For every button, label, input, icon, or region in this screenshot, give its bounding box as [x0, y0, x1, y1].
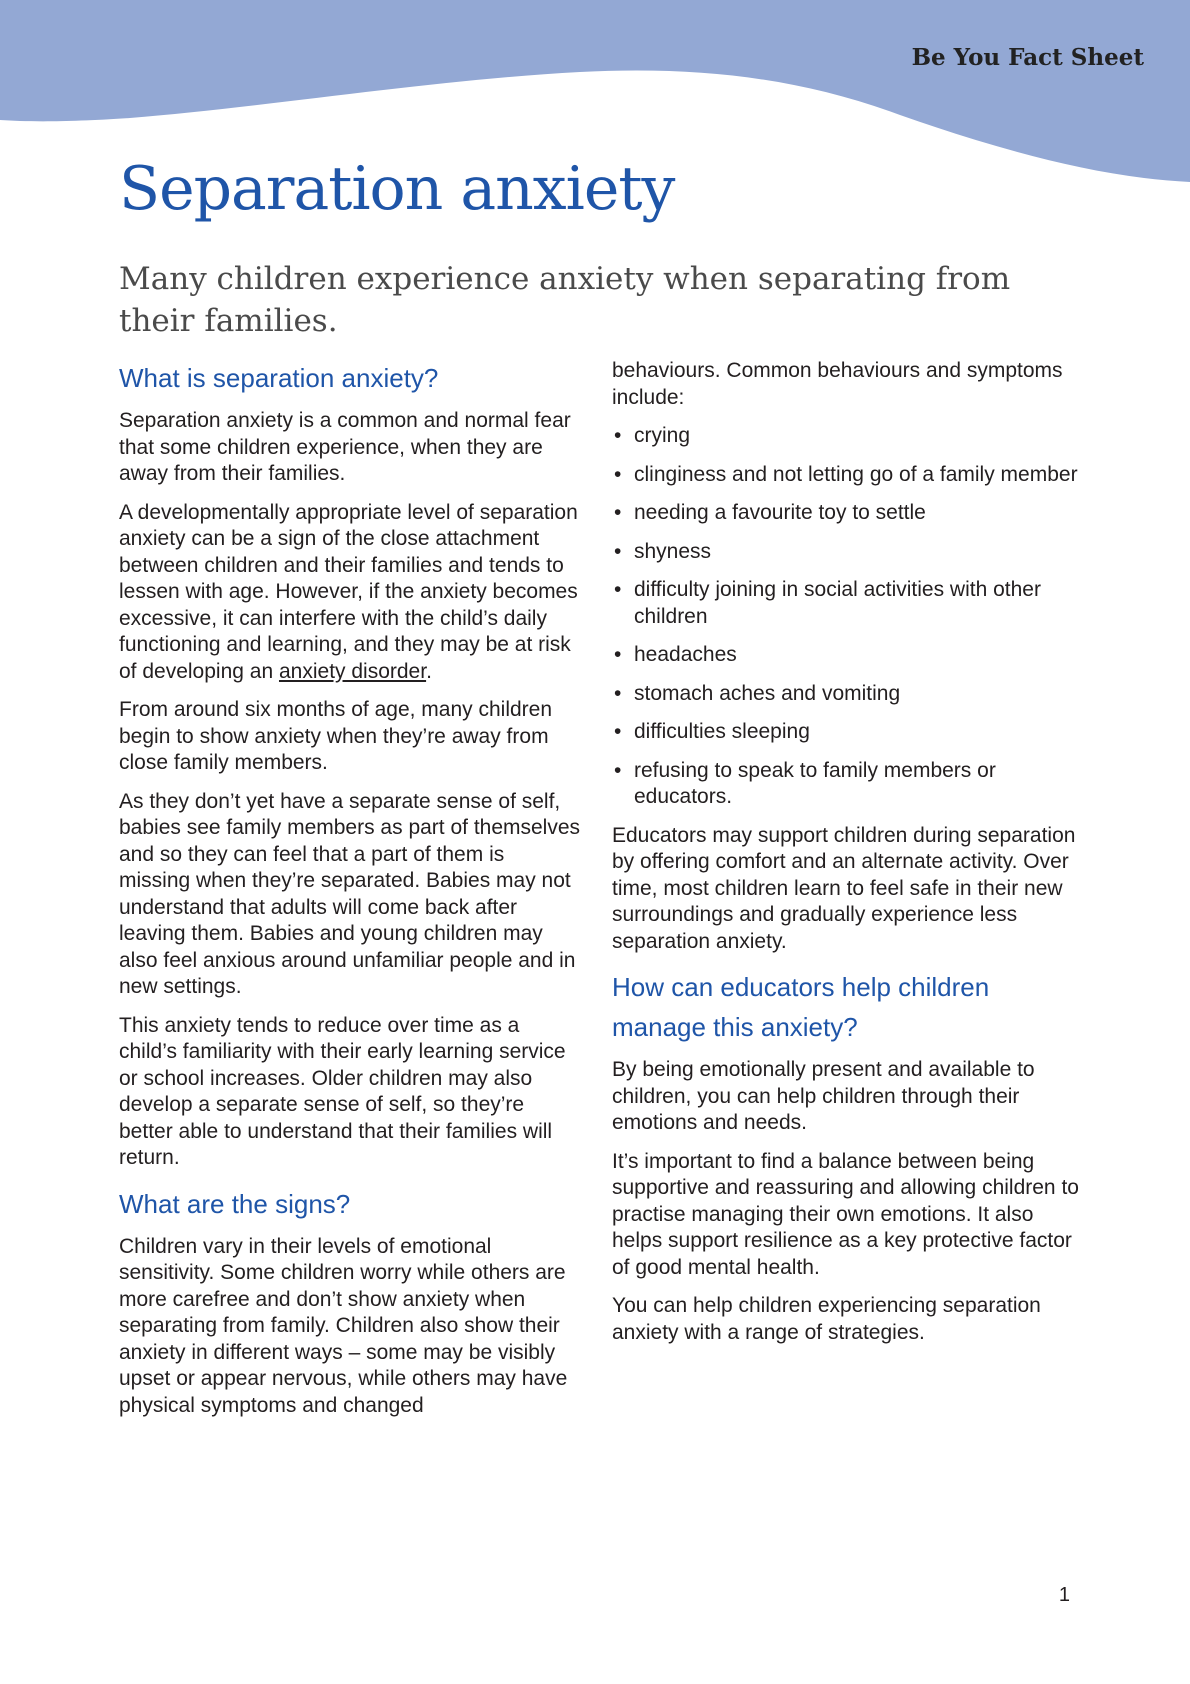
bullet-icon: • [614, 758, 622, 782]
bullet-icon: • [614, 643, 622, 666]
heading-signs: What are the signs? [119, 1188, 351, 1219]
paragraph-help-3: You can help children experiencing separation anxiety with a range of strategies. [612, 1294, 1041, 1344]
bullet-icon: • [614, 501, 622, 524]
list-item: • stomach aches and vomiting [612, 681, 1082, 708]
anxiety-disorder-link[interactable]: anxiety disorder [278, 659, 427, 683]
paragraph-help-1: By being emotionally present and available to children, you can help children through their emotions and needs. [612, 1058, 1035, 1134]
paragraph-signs-1: Children vary in their levels of emotional sensitivity. Some children worry while others are more carefree and don’t show anxiety when separating from family. Children also show their anxiety in different ways – some may be visibly upset or appear nervous, while others may have physical symptoms and changed [119, 1234, 568, 1417]
list-item: • shyness [612, 539, 1082, 566]
heading-what-is: What is separation anxiety? [119, 363, 439, 393]
paragraph-what-is-3: From around six months of age, many children begin to show anxiety when they’re away from close family members. [119, 698, 553, 774]
paragraph-help-2: It’s important to find a balance between being supportive and reassuring and allowing children to practise managing their own emotions. It also helps support resilience as a key protective factor of good mental health. [612, 1149, 1079, 1279]
document-type-label: Be You Fact Sheet [911, 44, 1144, 71]
paragraph-signs-1-continued: behaviours. Common behaviours and symptoms include: [612, 359, 1063, 409]
bullet-icon: • [614, 720, 622, 743]
left-column [119, 358, 581, 1431]
paragraph-what-is-2-end: . [426, 659, 432, 683]
bullet-icon: • [614, 424, 622, 447]
page-title: Separation anxiety [119, 154, 675, 224]
bullet-icon: • [614, 539, 622, 563]
list-item: • difficulty joining in social activities with other children [614, 578, 1041, 628]
page-number: 1 [1058, 1584, 1070, 1606]
paragraph-what-is-2 [119, 500, 581, 686]
page-subtitle: Many children experience anxiety when separating from their families. [119, 261, 1011, 339]
list-item: • difficulties sleeping [612, 719, 1082, 746]
paragraph-what-is-4: As they don’t yet have a separate sense of self, babies see family members as part of themselves and so they can feel that a part of them is missing when they’re separated. Babies may not understand that adults will come back after leaving them. Babies and young children may also feel anxious around unfamiliar people and in new settings. [119, 789, 581, 998]
bullet-icon: • [614, 462, 622, 486]
list-item: • headaches [612, 642, 1082, 669]
paragraph-signs-2: Educators may support children during separation by offering comfort and an alternate activity. Over time, most children learn to feel safe in their new surroundings and gradually experience less separation anxiety. [612, 823, 1076, 953]
list-item: • refusing to speak to family members or educators. [614, 758, 996, 808]
paragraph-what-is-5: This anxiety tends to reduce over time as a child’s familiarity with their early learning service or school increases. Older children may also develop a separate sense of self, so they’re better able to understand that their families will return. [119, 1013, 566, 1169]
list-item: • crying [612, 423, 1082, 450]
bullet-icon: • [614, 681, 622, 705]
bullet-icon: • [614, 578, 622, 601]
list-item: • needing a favourite toy to settle [612, 500, 1082, 527]
symptoms-list [612, 423, 1082, 811]
heading-help: How can educators help children manage this anxiety? [612, 972, 990, 1042]
paragraph-what-is-2-text: A developmentally appropriate level of separation anxiety can be a sign of the close attachment between children and their families and tends to lessen with age. However, if the anxiety becomes excessive, it can interfere with the child’s daily functioning and learning, and they may be at risk of developing an [119, 500, 578, 683]
list-item: • clinginess and not letting go of a family member [612, 462, 1082, 489]
right-column [612, 358, 1082, 1358]
paragraph-what-is-1: Separation anxiety is a common and normal fear that some children experience, when they are away from their families. [119, 409, 571, 485]
